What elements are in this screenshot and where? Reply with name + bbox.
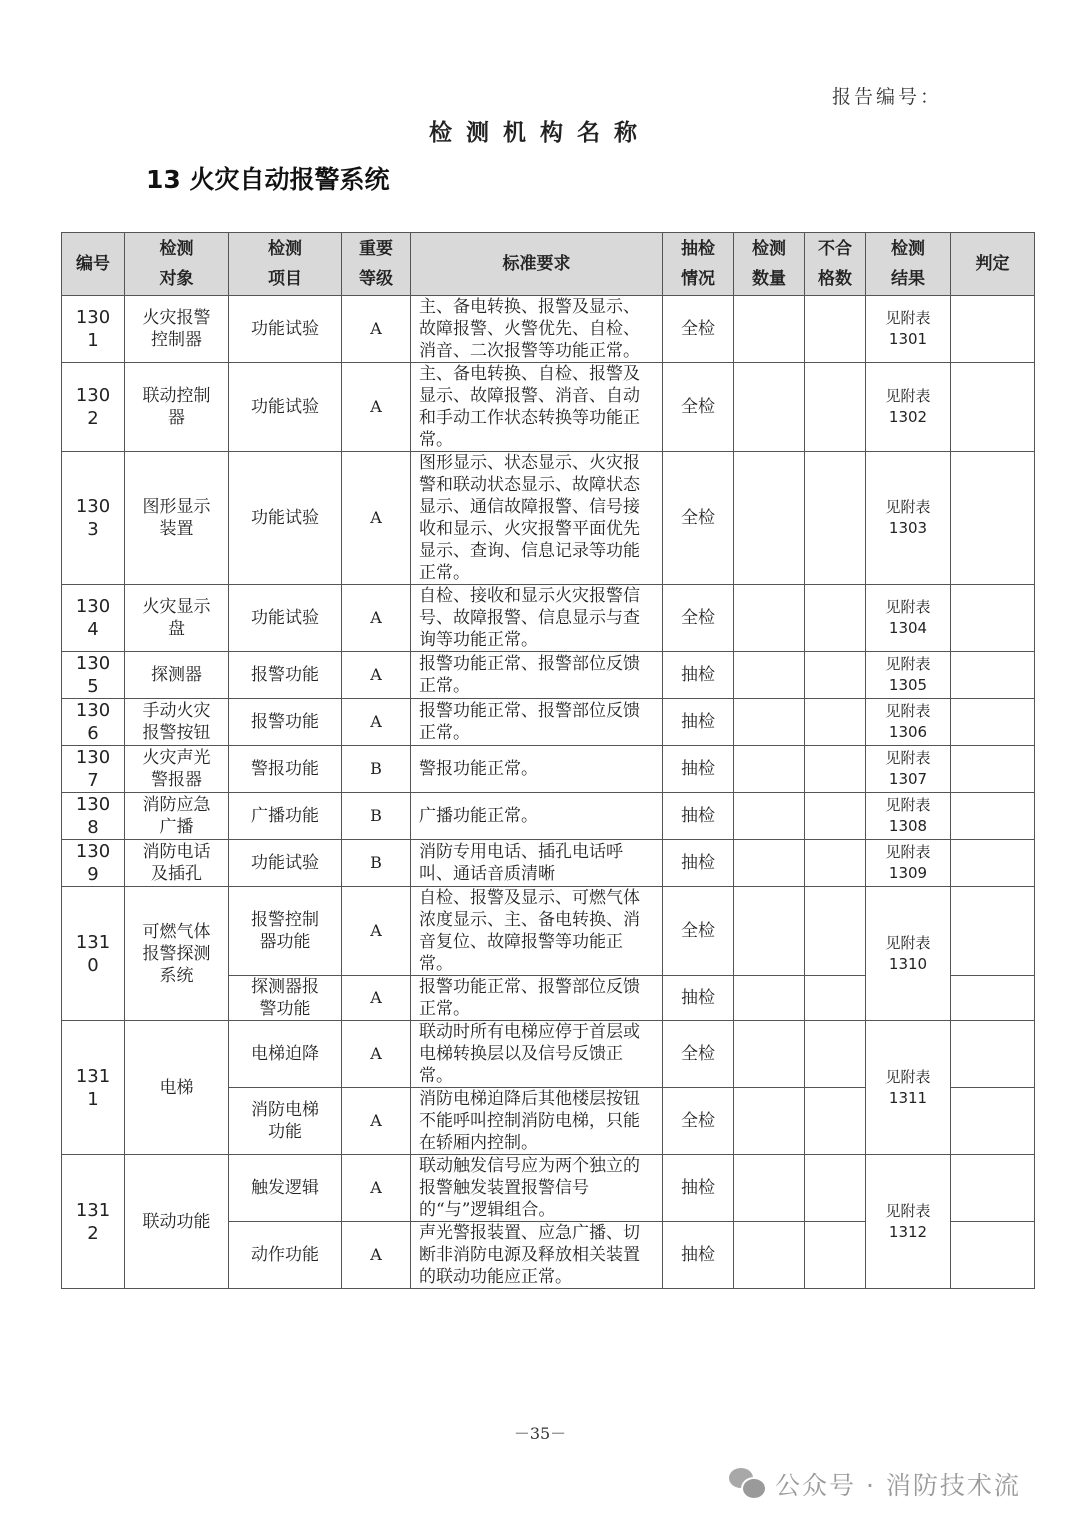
row-sampling: 抽检 [663,793,734,840]
row-nonconforming[interactable] [805,363,866,452]
row-object: 电梯 [125,1021,229,1155]
row-id: 130 9 [62,840,125,887]
row-item: 功能试验 [229,363,342,452]
row-quantity[interactable] [734,585,805,652]
row-object: 消防应急广播 [125,793,229,840]
row-sampling: 抽检 [663,1155,734,1222]
row-quantity[interactable] [734,793,805,840]
row-quantity[interactable] [734,296,805,363]
row-requirement: 主、备电转换、自检、报警及显示、故障报警、消音、自动和手动工作状态转换等功能正常。 [411,363,663,452]
row-requirement: 自检、报警及显示、可燃气体浓度显示、主、备电转换、消音复位、故障报警等功能正常。 [411,887,663,976]
row-nonconforming[interactable] [805,976,866,1021]
row-result: 见附表 1301 [866,296,951,363]
row-judgement[interactable] [951,363,1035,452]
row-requirement: 广播功能正常。 [411,793,663,840]
row-sampling: 全检 [663,296,734,363]
row-item: 触发逻辑 [229,1155,342,1222]
row-nonconforming[interactable] [805,1155,866,1222]
table-row [62,585,1035,652]
row-item: 报警功能 [229,699,342,746]
row-item: 报警控制器功能 [229,887,342,976]
row-id: 130 3 [62,452,125,585]
row-quantity[interactable] [734,452,805,585]
row-object: 火灾报警控制器 [125,296,229,363]
row-result: 见附表 1302 [866,363,951,452]
row-result: 见附表 1308 [866,793,951,840]
row-requirement: 消防专用电话、插孔电话呼叫、通话音质清晰 [411,840,663,887]
row-judgement[interactable] [951,585,1035,652]
row-requirement: 警报功能正常。 [411,746,663,793]
row-requirement: 消防电梯迫降后其他楼层按钮不能呼叫控制消防电梯，只能在轿厢内控制。 [411,1088,663,1155]
row-id: 131 1 [62,1021,125,1155]
row-item: 探测器报警功能 [229,976,342,1021]
row-sampling: 抽检 [663,976,734,1021]
row-quantity[interactable] [734,887,805,976]
row-requirement: 联动触发信号应为两个独立的报警触发装置报警信号的“与”逻辑组合。 [411,1155,663,1222]
row-level: A [342,452,411,585]
row-object: 联动控制器 [125,363,229,452]
row-sampling: 全检 [663,452,734,585]
row-requirement: 声光警报装置、应急广播、切断非消防电源及释放相关装置的联动功能应正常。 [411,1222,663,1289]
row-level: A [342,1222,411,1289]
row-judgement[interactable] [951,746,1035,793]
col-header-level: 重要 等级 [342,233,411,296]
row-judgement[interactable] [951,976,1035,1021]
table-row [62,746,1035,793]
row-item: 广播功能 [229,793,342,840]
row-item: 功能试验 [229,840,342,887]
row-judgement[interactable] [951,1021,1035,1088]
row-nonconforming[interactable] [805,296,866,363]
row-quantity[interactable] [734,652,805,699]
row-requirement: 联动时所有电梯应停于首层或电梯转换层以及信号反馈正常。 [411,1021,663,1088]
col-header-sampling: 抽检 情况 [663,233,734,296]
table-row [62,296,1035,363]
row-quantity[interactable] [734,746,805,793]
row-item: 电梯迫降 [229,1021,342,1088]
row-item: 功能试验 [229,585,342,652]
row-item: 功能试验 [229,452,342,585]
row-sampling: 全检 [663,1021,734,1088]
row-judgement[interactable] [951,699,1035,746]
col-header-requirement: 标准要求 [411,233,663,296]
row-level: B [342,746,411,793]
row-level: A [342,652,411,699]
row-item: 功能试验 [229,296,342,363]
row-object: 图形显示装置 [125,452,229,585]
row-nonconforming[interactable] [805,652,866,699]
table-row [62,452,1035,585]
row-requirement: 报警功能正常、报警部位反馈正常。 [411,652,663,699]
row-id: 131 0 [62,887,125,1021]
col-header-result: 检测 结果 [866,233,951,296]
row-level: A [342,363,411,452]
row-judgement[interactable] [951,452,1035,585]
row-quantity[interactable] [734,1155,805,1222]
row-nonconforming[interactable] [805,585,866,652]
row-requirement: 主、备电转换、报警及显示、故障报警、火警优先、自检、消音、二次报警等功能正常。 [411,296,663,363]
row-quantity[interactable] [734,1222,805,1289]
row-object: 手动火灾报警按钮 [125,699,229,746]
row-requirement: 图形显示、状态显示、火灾报警和联动状态显示、故障状态显示、通信故障报警、信号接收和显示、火灾报警平面优先显示、查询、信息记录等功能正常。 [411,452,663,585]
row-judgement[interactable] [951,887,1035,976]
row-nonconforming[interactable] [805,746,866,793]
table-row [62,1021,1035,1088]
row-sampling: 全检 [663,363,734,452]
row-level: B [342,793,411,840]
table-row [62,363,1035,452]
row-nonconforming[interactable] [805,887,866,976]
row-quantity[interactable] [734,363,805,452]
row-item: 报警功能 [229,652,342,699]
row-result: 见附表 1310 [866,887,951,1021]
row-requirement: 自检、接收和显示火灾报警信号、故障报警、信息显示与查询等功能正常。 [411,585,663,652]
row-object: 可燃气体报警探测系统 [125,887,229,1021]
row-quantity[interactable] [734,976,805,1021]
row-id: 130 6 [62,699,125,746]
col-header-id: 编号 [62,233,125,296]
row-id: 130 5 [62,652,125,699]
row-quantity[interactable] [734,1021,805,1088]
row-nonconforming[interactable] [805,793,866,840]
row-result: 见附表 1305 [866,652,951,699]
wechat-icon [729,1468,767,1500]
page-number: －35－ [513,1424,567,1443]
row-judgement[interactable] [951,1155,1035,1222]
table-row [62,840,1035,887]
row-result: 见附表 1304 [866,585,951,652]
row-object: 火灾显示盘 [125,585,229,652]
row-sampling: 抽检 [663,699,734,746]
row-nonconforming[interactable] [805,1088,866,1155]
row-judgement[interactable] [951,840,1035,887]
watermark [729,1466,1021,1502]
row-level: A [342,585,411,652]
row-judgement[interactable] [951,1222,1035,1289]
row-item: 警报功能 [229,746,342,793]
col-header-item: 检测 项目 [229,233,342,296]
row-result: 见附表 1312 [866,1155,951,1289]
row-nonconforming[interactable] [805,1222,866,1289]
col-header-judgement: 判定 [951,233,1035,296]
col-header-object: 检测 对象 [125,233,229,296]
row-item: 消防电梯功能 [229,1088,342,1155]
row-object: 探测器 [125,652,229,699]
row-result: 见附表 1303 [866,452,951,585]
row-level: B [342,840,411,887]
row-quantity[interactable] [734,1088,805,1155]
table-row [62,699,1035,746]
row-sampling: 抽检 [663,840,734,887]
row-nonconforming[interactable] [805,699,866,746]
row-quantity[interactable] [734,840,805,887]
table-row [62,793,1035,840]
table-row [62,652,1035,699]
row-result: 见附表 1309 [866,840,951,887]
col-header-quantity: 检测 数量 [734,233,805,296]
row-nonconforming[interactable] [805,840,866,887]
row-id: 130 1 [62,296,125,363]
row-level: A [342,1155,411,1222]
row-judgement[interactable] [951,793,1035,840]
row-id: 131 2 [62,1155,125,1289]
section-title: 13 火灾自动报警系统 [146,165,390,194]
row-id: 130 7 [62,746,125,793]
row-result: 见附表 1311 [866,1021,951,1155]
row-nonconforming[interactable] [805,1021,866,1088]
watermark-text: 公众号 · 消防技术流 [775,1471,1021,1500]
table-row [62,887,1035,976]
row-sampling: 抽检 [663,1222,734,1289]
row-sampling: 全检 [663,1088,734,1155]
row-sampling: 全检 [663,585,734,652]
row-judgement[interactable] [951,652,1035,699]
row-requirement: 报警功能正常、报警部位反馈正常。 [411,699,663,746]
row-id: 130 8 [62,793,125,840]
col-header-nonconforming: 不合 格数 [805,233,866,296]
table-header-row [62,233,1035,296]
row-object: 火灾声光警报器 [125,746,229,793]
row-level: A [342,976,411,1021]
row-level: A [342,699,411,746]
row-judgement[interactable] [951,1088,1035,1155]
row-id: 130 4 [62,585,125,652]
row-nonconforming[interactable] [805,452,866,585]
row-level: A [342,296,411,363]
row-sampling: 抽检 [663,746,734,793]
row-result: 见附表 1307 [866,746,951,793]
inspection-table [61,232,1035,1289]
row-object: 联动功能 [125,1155,229,1289]
row-result: 见附表 1306 [866,699,951,746]
report-number-label: 报告编号： [832,86,943,108]
row-sampling: 抽检 [663,652,734,699]
row-level: A [342,1021,411,1088]
row-requirement: 报警功能正常、报警部位反馈正常。 [411,976,663,1021]
row-id: 130 2 [62,363,125,452]
row-object: 消防电话及插孔 [125,840,229,887]
organization-name: 检测机构名称 [429,119,651,146]
row-sampling: 全检 [663,887,734,976]
row-quantity[interactable] [734,699,805,746]
row-item: 动作功能 [229,1222,342,1289]
row-level: A [342,887,411,976]
row-judgement[interactable] [951,296,1035,363]
row-level: A [342,1088,411,1155]
table-row [62,1155,1035,1222]
